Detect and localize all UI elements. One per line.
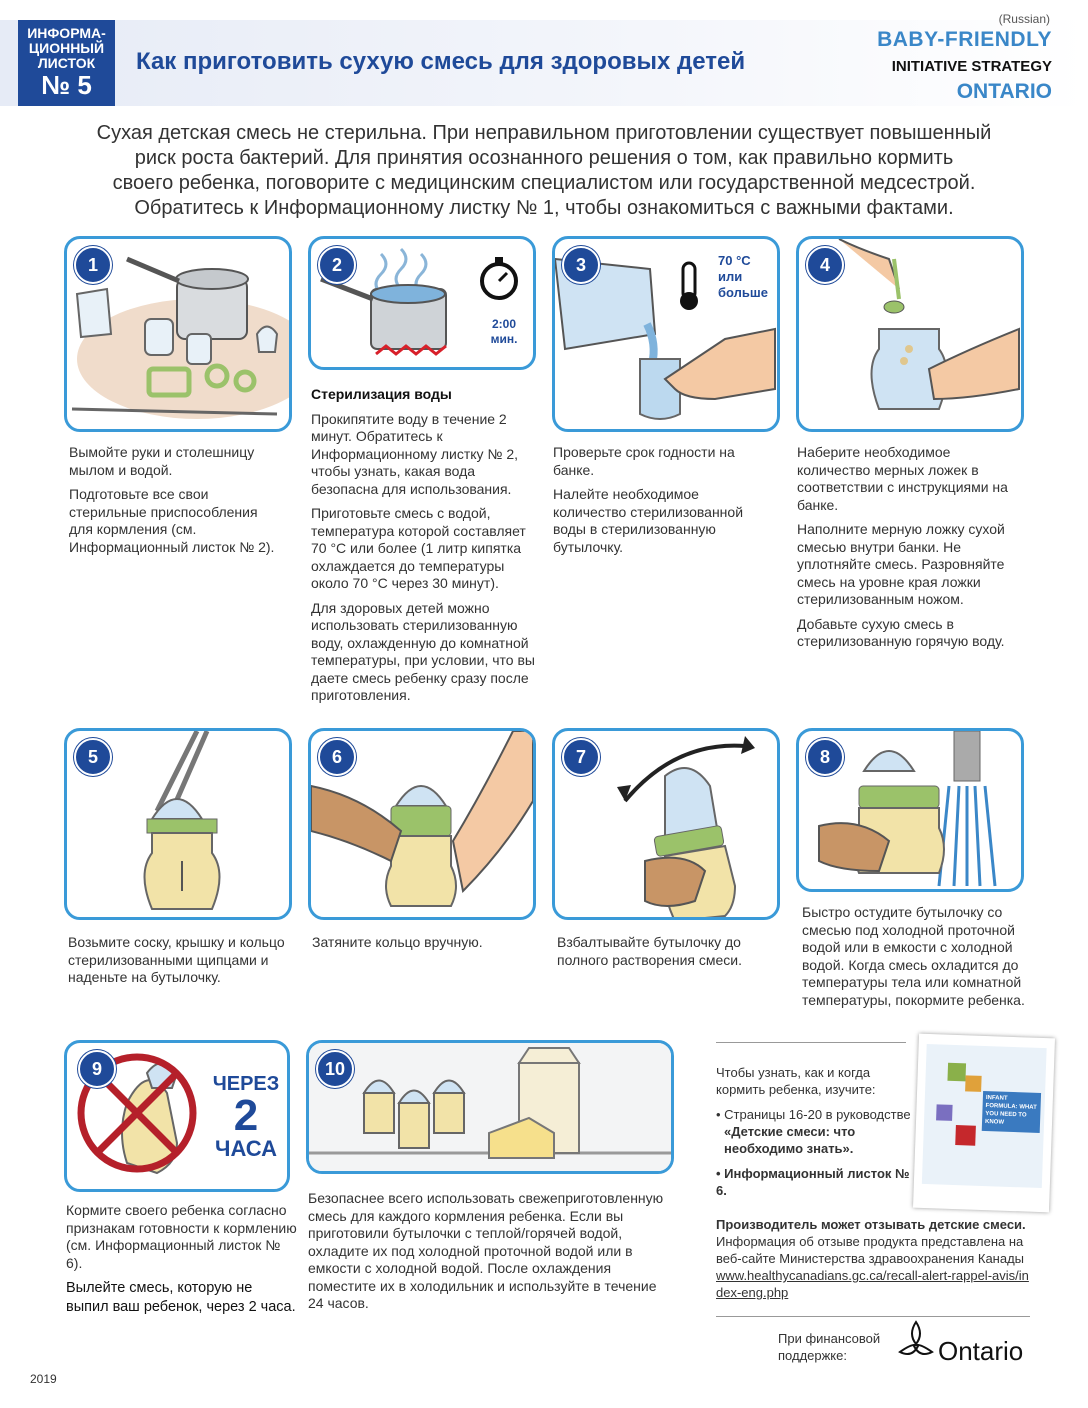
year: 2019 [30,1372,57,1386]
time-label-after: ЧЕРЕЗ [212,1073,280,1095]
step2-para: Прокипятите воду в течение 2 минут. Обратитесь к Информационному листку № 2, чтобы узнать, какая вода безопасна для использования. [311,410,518,497]
bfi-logo-line3: ONTARIO [956,80,1052,103]
step9-number: 9 [78,1050,116,1088]
time-label-hours: ЧАСА [214,1136,278,1161]
step4-text [797,444,1027,658]
language-label: (Russian) [998,12,1050,26]
badge-number: № 5 [41,70,92,100]
step5-para: Возьмите соску, крышку и кольцо стерилизованными щипцами и наденьте на бутылочку. [68,934,285,985]
badge-line1: ИНФОРМА- [27,25,106,41]
step1-para: Подготовьте все свои стерильные приспособления для кормления (см. Информационный листок № 2). [69,486,275,555]
step1-number: 1 [74,246,112,284]
page-title: Как приготовить сухую смесь для здоровых детей [136,48,746,75]
time-label-number: 2 [233,1091,259,1140]
ontario-logo-text: Ontario [938,1336,1024,1366]
step8-para: Быстро остудите бутылочку со смесью под холодной проточной водой или в емкости с холодной водой. Когда смесь охладится до температуры тела или комнатной температуры, покормите ребенка. [802,904,1025,1008]
step5-number: 5 [74,738,112,776]
temperature-or: или [718,269,743,284]
step2-para: Для здоровых детей можно использовать стерилизованную воду, охлажденную до комнатной температуры, при условии, что вы даете смесь ребенку сразу после приготовления. [311,599,535,703]
step3-para: Проверьте срок годности на банке. [553,444,735,478]
step9-warning: Вылейте смесь, которую не выпил ваш ребенок, через 2 часа. [66,1280,296,1315]
booklet-cover [913,1034,1055,1213]
step6-para: Затяните кольцо вручную. [312,934,483,950]
temperature-more: больше [718,285,768,300]
guide-title-link[interactable]: «Детские смеси: что необходимо знать». [724,1124,856,1156]
temperature-label [718,253,768,301]
step7-number: 7 [562,738,600,776]
intro-paragraph [40,121,1048,221]
step9-para: Кормите своего ребенка согласно признакам готовности к кормлению (см. Информационный листок № 6). [66,1202,297,1271]
badge-line3: ЛИСТОК [37,55,96,71]
fact-sheet-badge [18,20,115,106]
step6-text [312,934,532,959]
step4-number: 4 [806,246,844,284]
step2-heading: Стерилизация воды [311,386,452,402]
recall-heading: Производитель может отзывать детские смеси. [716,1217,1026,1232]
resources-box [716,1064,912,1207]
step3-number: 3 [562,246,600,284]
step7-para: Взбалтывайте бутылочку до полного растворения смеси. [557,934,742,968]
step6-number: 6 [318,738,356,776]
recall-text: Информация об отзыве продукта представлена на веб-сайте Министерства здравоохранения Канады [716,1234,1025,1266]
step4-para: Наберите необходимое количество мерных ложек в соответствии с инструкциями на банке. [797,444,1008,513]
badge-line2: ЦИОННЫЙ [28,40,105,56]
step8-text [802,904,1047,1016]
intro-line: Обратитесь к Информационному листку № 1, чтобы ознакомиться с важными фактами. [134,197,954,219]
temperature-value: 70 °C [718,253,751,268]
trillium-icon [896,1320,936,1364]
step10-text [308,1190,670,1320]
step9-text [66,1202,298,1324]
intro-line: риск роста бактерий. Для принятия осознанного решения о том, как правильно кормить [134,147,954,169]
step4-para: Наполните мерную ложку сухой смесью внутри банки. Не уплотняйте смесь. Разровняйте смесь на уровне края ложки стерилизованным ножом. [797,521,1005,607]
step5-text [68,934,288,994]
step8-number: 8 [806,738,844,776]
bfi-logo-line1: BABY-FRIENDLY [877,28,1052,51]
step1-text [69,444,279,563]
funding-label: При финансовой поддержке: [778,1331,881,1363]
intro-line: своего ребенка, поговорите с медицинским специалистом или государственной медсестрой. [112,172,976,194]
step10-para: Безопаснее всего использовать свежеприготовленную смесь для каждого кормления ребенка. Если вы приготовили бутылочки с теплой/горячей водой, охладите их под холодной проточной водой или в емкости с холодной водой. После охлаждения поместите их в холодильник и используйте в течение 24 часов. [308,1190,664,1311]
step10-number: 10 [316,1050,354,1088]
time-label [211,1073,281,1161]
bfi-logo-line2: INITIATIVE STRATEGY [891,58,1052,75]
timer-label: 2:00 мин. [490,317,518,346]
step2-number: 2 [318,246,356,284]
step4-para: Добавьте сухую смесь в стерилизованную горячую воду. [797,615,1005,649]
step1-para: Вымойте руки и столешницу мылом и водой. [69,444,255,478]
intro-line: Сухая детская смесь не стерильна. При неправильном приготовлении существует повышенный [96,122,992,144]
booklet-title: INFANT FORMULA: WHAT YOU NEED TO KNOW [982,1091,1041,1133]
step3-text [553,444,768,563]
refrigerator-icon [309,1043,671,1171]
sidebar-divider-bottom [716,1316,1030,1317]
step10-illustration [306,1040,674,1174]
resource-item-guide: • Страницы 16-20 в руководстве [716,1107,911,1122]
recall-link[interactable]: www.healthycanadians.gc.ca/recall-alert-rappel-avis/index-eng.php [716,1268,1029,1300]
resources-intro: Чтобы узнать, как и когда кормить ребенка, изучите: [716,1065,876,1097]
sidebar-divider-top [716,1042,906,1043]
step7-text [557,934,772,976]
recall-notice [716,1216,1036,1301]
step3-para: Налейте необходимое количество стерилизованной воды в стерилизованную бутылочку. [553,486,744,555]
resource-item-factsheet[interactable]: • Информационный листок № 6. [716,1166,910,1198]
step2-text [311,386,539,712]
step2-para: Приготовьте смесь с водой, температура которой составляет 70 °C или более (1 литр кипятка охлаждается до температуры около 70 °C через 30 минут). [311,505,526,591]
